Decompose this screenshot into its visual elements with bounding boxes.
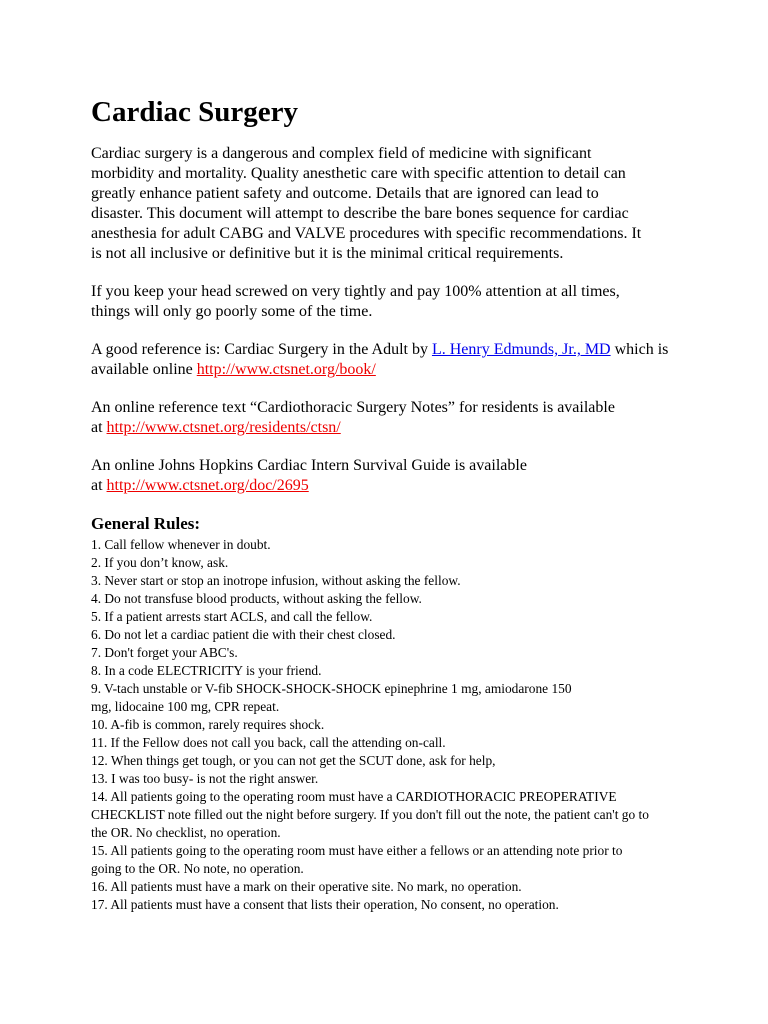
head-paragraph — [91, 282, 731, 322]
rule-item — [91, 626, 731, 644]
rule-line: CHECKLIST note filled out the night before surgery. If you don't fill out the note, the patient can't go to — [91, 807, 649, 822]
hopkins-line-1: An online Johns Hopkins Cardiac Intern Survival Guide is available — [91, 457, 527, 474]
intro-line: Cardiac surgery is a dangerous and complex field of medicine with significant — [91, 145, 592, 162]
rule-item — [91, 662, 731, 680]
rule-item — [91, 752, 731, 770]
rule-item — [91, 680, 731, 716]
rule-line: 17. All patients must have a consent that lists their operation, No consent, no operation. — [91, 897, 559, 912]
reference-paragraph — [91, 340, 731, 380]
rule-item — [91, 770, 731, 788]
rule-item — [91, 878, 731, 896]
rule-line: 11. If the Fellow does not call you back, call the attending on-call. — [91, 735, 446, 750]
notes-line-1: An online reference text “Cardiothoracic Surgery Notes” for residents is available — [91, 399, 615, 416]
reference-suffix: which is — [610, 341, 669, 358]
reference-line-1 — [91, 340, 731, 360]
notes-line-2 — [91, 418, 731, 438]
notes-reference-paragraph — [91, 398, 731, 438]
rules-heading: General Rules: — [91, 514, 201, 533]
rule-item — [91, 608, 731, 626]
rule-item — [91, 572, 731, 590]
rule-line: 6. Do not let a cardiac patient die with their chest closed. — [91, 627, 396, 642]
rule-line: 8. In a code ELECTRICITY is your friend. — [91, 663, 322, 678]
ctsn-url-link[interactable]: http://www.ctsnet.org/residents/ctsn/ — [106, 419, 341, 436]
head-line: If you keep your head screwed on very tightly and pay 100% attention at all times, — [91, 283, 620, 300]
rule-line: 10. A-fib is common, rarely requires shock. — [91, 717, 325, 732]
hopkins-reference-paragraph — [91, 456, 731, 496]
rule-line: 2. If you don’t know, ask. — [91, 555, 229, 570]
intro-line: morbidity and mortality. Quality anesthetic care with specific attention to detail can — [91, 165, 626, 182]
rule-item — [91, 842, 731, 878]
reference-line-2 — [91, 360, 731, 380]
rules-list — [91, 536, 731, 914]
hopkins-line-2 — [91, 476, 731, 496]
rule-item — [91, 554, 731, 572]
notes-line2-prefix: at — [91, 419, 107, 436]
doc-url-link[interactable]: http://www.ctsnet.org/doc/2695 — [106, 477, 309, 494]
rule-line: 4. Do not transfuse blood products, without asking the fellow. — [91, 591, 422, 606]
rule-line: mg, lidocaine 100 mg, CPR repeat. — [91, 699, 280, 714]
rule-line: 13. I was too busy- is not the right answer. — [91, 771, 319, 786]
rule-item — [91, 536, 731, 554]
reference-prefix: A good reference is: Cardiac Surgery in the Adult by — [91, 341, 432, 358]
rule-line: 9. V-tach unstable or V-fib SHOCK-SHOCK-SHOCK epinephrine 1 mg, amiodarone 150 — [91, 681, 572, 696]
rule-item — [91, 644, 731, 662]
rule-line: going to the OR. No note, no operation. — [91, 861, 304, 876]
intro-line: anesthesia for adult CABG and VALVE procedures with specific recommendations. It — [91, 225, 642, 242]
rule-line: 15. All patients going to the operating room must have either a fellows or an attending note prior to — [91, 843, 623, 858]
intro-line: greatly enhance patient safety and outcome. Details that are ignored can lead to — [91, 185, 599, 202]
rule-line: 12. When things get tough, or you can not get the SCUT done, ask for help, — [91, 753, 496, 768]
rule-line: 14. All patients going to the operating room must have a CARDIOTHORACIC PREOPERATIVE — [91, 789, 617, 804]
rule-line: 1. Call fellow whenever in doubt. — [91, 537, 271, 552]
author-link[interactable]: L. Henry Edmunds, Jr., MD — [431, 341, 611, 358]
intro-paragraph — [91, 144, 731, 264]
rule-line: 16. All patients must have a mark on their operative site. No mark, no operation. — [91, 879, 522, 894]
rule-line: 3. Never start or stop an inotrope infusion, without asking the fellow. — [91, 573, 461, 588]
page-title: Cardiac Surgery — [91, 96, 298, 128]
intro-line: is not all inclusive or definitive but it is the minimal critical requirements. — [91, 245, 564, 262]
rule-line: 5. If a patient arrests start ACLS, and call the fellow. — [91, 609, 373, 624]
rule-line: 7. Don't forget your ABC's. — [91, 645, 238, 660]
intro-line: disaster. This document will attempt to describe the bare bones sequence for cardiac — [91, 205, 629, 222]
rule-item — [91, 896, 731, 914]
document-page — [91, 94, 731, 914]
rule-item — [91, 590, 731, 608]
reference-line2-prefix: available online — [91, 361, 197, 378]
rule-item — [91, 716, 731, 734]
book-url-link[interactable]: http://www.ctsnet.org/book/ — [196, 361, 376, 378]
hopkins-line2-prefix: at — [91, 477, 107, 494]
rule-line: the OR. No checklist, no operation. — [91, 825, 281, 840]
head-line: things will only go poorly some of the time. — [91, 303, 373, 320]
rule-item — [91, 734, 731, 752]
rule-item — [91, 788, 731, 842]
